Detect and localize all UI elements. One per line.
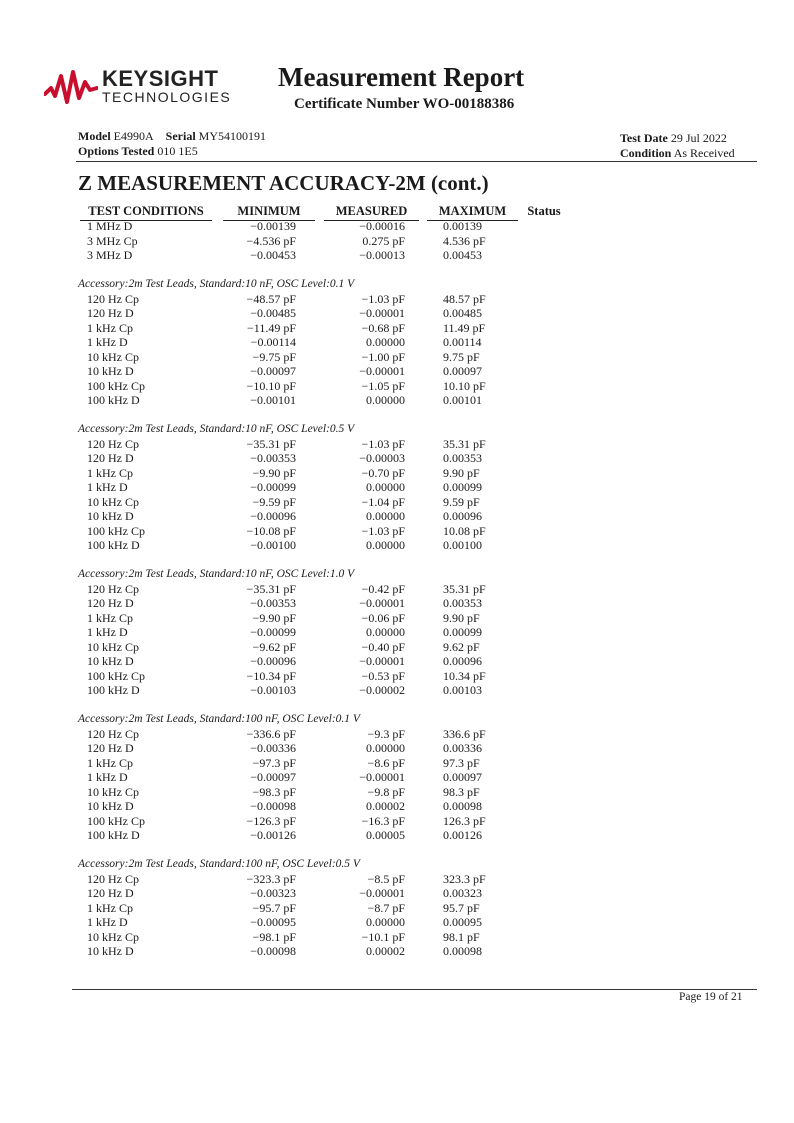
row-condition: 1 kHz D	[87, 335, 128, 349]
row-measured: −0.42 pF	[361, 581, 405, 596]
row-measured: 0.00000	[366, 915, 405, 929]
row-maximum: 95.7 pF	[443, 900, 480, 915]
row-measured: −0.00001	[359, 654, 405, 668]
row-measured: −9.3 pF	[367, 726, 405, 741]
row-measured: −0.00013	[359, 248, 405, 262]
condition-value: As Received	[673, 146, 735, 160]
row-minimum: −98.1 pF	[252, 929, 296, 944]
row-measured: 0.00000	[366, 480, 405, 494]
section-title: Z MEASUREMENT ACCURACY-2M (cont.)	[78, 171, 489, 195]
row-measured: 0.00000	[366, 625, 405, 639]
row-minimum: −0.00353	[250, 596, 296, 610]
row-condition: 1 MHz D	[87, 219, 133, 233]
row-minimum: −35.31 pF	[246, 436, 296, 451]
row-condition: 10 kHz D	[87, 364, 134, 378]
row-condition: 100 kHz D	[87, 828, 140, 842]
row-condition: 10 kHz Cp	[87, 639, 139, 654]
row-maximum: 35.31 pF	[443, 436, 486, 451]
row-minimum: −9.75 pF	[252, 349, 296, 364]
row-measured: 0.00002	[366, 944, 405, 958]
row-condition: 10 kHz Cp	[87, 784, 139, 799]
row-condition: 3 MHz D	[87, 248, 133, 262]
row-condition: 100 kHz Cp	[87, 813, 145, 828]
row-maximum: 98.1 pF	[443, 929, 480, 944]
row-minimum: −95.7 pF	[252, 900, 296, 915]
row-measured: −0.00001	[359, 596, 405, 610]
row-maximum: 0.00323	[443, 886, 482, 900]
row-minimum: −11.49 pF	[247, 320, 296, 335]
instrument-info	[78, 129, 266, 159]
row-maximum: 0.00096	[443, 654, 482, 668]
row-measured: 0.00000	[366, 741, 405, 755]
row-minimum: −98.3 pF	[252, 784, 296, 799]
test-date-value: 29 Jul 2022	[670, 131, 727, 145]
row-condition: 100 kHz Cp	[87, 668, 145, 683]
row-minimum: −0.00100	[250, 538, 296, 552]
row-maximum: 0.00353	[443, 451, 482, 465]
row-measured: −0.53 pF	[361, 668, 405, 683]
row-minimum: −323.3 pF	[246, 871, 296, 886]
row-maximum: 11.49 pF	[443, 320, 486, 335]
col-measured: MEASURED	[324, 204, 419, 221]
row-maximum: 0.00097	[443, 364, 482, 378]
row-maximum: 9.90 pF	[443, 610, 480, 625]
row-condition: 1 kHz Cp	[87, 465, 133, 480]
row-measured: 0.00005	[366, 828, 405, 842]
row-measured: −0.06 pF	[361, 610, 405, 625]
row-minimum: −0.00103	[250, 683, 296, 697]
row-measured: −0.00001	[359, 770, 405, 784]
row-minimum: −0.00453	[250, 248, 296, 262]
group-heading: Accessory:2m Test Leads, Standard:10 nF, OSC Level:0.1 V	[78, 277, 355, 290]
row-condition: 120 Hz D	[87, 306, 134, 320]
group-heading: Accessory:2m Test Leads, Standard:10 nF, OSC Level:0.5 V	[78, 422, 355, 435]
row-maximum: 0.00103	[443, 683, 482, 697]
row-maximum: 0.00097	[443, 770, 482, 784]
model-value: E4990A	[113, 129, 154, 143]
row-measured: 0.275 pF	[362, 233, 405, 248]
row-minimum: −9.90 pF	[252, 465, 296, 480]
test-info	[620, 131, 735, 161]
row-minimum: −0.00098	[250, 944, 296, 958]
row-maximum: 10.10 pF	[443, 378, 486, 393]
row-condition: 10 kHz Cp	[87, 349, 139, 364]
row-minimum: −0.00336	[250, 741, 296, 755]
row-measured: −0.40 pF	[361, 639, 405, 654]
row-condition: 120 Hz Cp	[87, 581, 139, 596]
row-measured: −1.03 pF	[361, 523, 405, 538]
group-heading: Accessory:2m Test Leads, Standard:10 nF, OSC Level:1.0 V	[78, 567, 355, 580]
row-measured: −9.8 pF	[367, 784, 405, 799]
row-condition: 120 Hz D	[87, 451, 134, 465]
row-maximum: 336.6 pF	[443, 726, 486, 741]
row-maximum: 9.62 pF	[443, 639, 480, 654]
row-measured: −0.00002	[359, 683, 405, 697]
row-maximum: 0.00485	[443, 306, 482, 320]
row-minimum: −10.10 pF	[246, 378, 296, 393]
row-minimum: −0.00114	[250, 335, 296, 349]
row-condition: 1 kHz Cp	[87, 755, 133, 770]
row-maximum: 0.00096	[443, 509, 482, 523]
row-maximum: 0.00126	[443, 828, 482, 842]
header-divider	[76, 161, 757, 162]
row-measured: −0.00001	[359, 306, 405, 320]
row-minimum: −0.00097	[250, 364, 296, 378]
row-condition: 100 kHz D	[87, 393, 140, 407]
row-maximum: 0.00099	[443, 480, 482, 494]
row-condition: 10 kHz D	[87, 654, 134, 668]
row-minimum: −0.00096	[250, 654, 296, 668]
model-label: Model	[78, 129, 111, 143]
row-measured: −0.68 pF	[361, 320, 405, 335]
row-condition: 10 kHz D	[87, 944, 134, 958]
serial-label: Serial	[165, 129, 196, 143]
options-label: Options Tested	[78, 144, 155, 158]
row-measured: −0.00003	[359, 451, 405, 465]
row-condition: 10 kHz Cp	[87, 929, 139, 944]
row-condition: 120 Hz Cp	[87, 436, 139, 451]
col-maximum: MAXIMUM	[427, 204, 518, 221]
row-minimum: −0.00139	[250, 219, 296, 233]
row-condition: 120 Hz D	[87, 886, 134, 900]
page-number: Page 19 of 21	[679, 991, 743, 1003]
row-minimum: −0.00099	[250, 480, 296, 494]
row-maximum: 0.00101	[443, 393, 482, 407]
row-minimum: −97.3 pF	[252, 755, 296, 770]
row-measured: 0.00000	[366, 335, 405, 349]
row-condition: 1 kHz D	[87, 480, 128, 494]
row-minimum: −9.59 pF	[252, 494, 296, 509]
row-minimum: −0.00098	[250, 799, 296, 813]
row-condition: 120 Hz Cp	[87, 871, 139, 886]
certificate-number: Certificate Number WO-00188386	[294, 96, 515, 112]
row-measured: −0.00001	[359, 886, 405, 900]
row-condition: 1 kHz D	[87, 770, 128, 784]
row-maximum: 0.00095	[443, 915, 482, 929]
row-maximum: 9.75 pF	[443, 349, 480, 364]
row-maximum: 0.00453	[443, 248, 482, 262]
row-condition: 100 kHz Cp	[87, 378, 145, 393]
row-maximum: 48.57 pF	[443, 291, 486, 306]
row-maximum: 126.3 pF	[443, 813, 486, 828]
row-measured: −1.00 pF	[361, 349, 405, 364]
row-measured: −1.05 pF	[361, 378, 405, 393]
test-date-label: Test Date	[620, 131, 668, 145]
row-measured: −0.00016	[359, 219, 405, 233]
row-measured: 0.00000	[366, 393, 405, 407]
row-condition: 3 MHz Cp	[87, 233, 138, 248]
row-condition: 1 kHz Cp	[87, 610, 133, 625]
row-condition: 100 kHz D	[87, 683, 140, 697]
row-minimum: −0.00099	[250, 625, 296, 639]
group-heading: Accessory:2m Test Leads, Standard:100 nF, OSC Level:0.5 V	[78, 857, 360, 870]
row-measured: −1.04 pF	[361, 494, 405, 509]
condition-label: Condition	[620, 146, 672, 160]
row-measured: 0.00002	[366, 799, 405, 813]
row-minimum: −0.00095	[250, 915, 296, 929]
row-minimum: −0.00323	[250, 886, 296, 900]
row-maximum: 0.00098	[443, 799, 482, 813]
row-measured: −8.6 pF	[367, 755, 405, 770]
row-minimum: −0.00097	[250, 770, 296, 784]
row-maximum: 0.00353	[443, 596, 482, 610]
row-condition: 120 Hz Cp	[87, 726, 139, 741]
row-minimum: −0.00353	[250, 451, 296, 465]
row-measured: −16.3 pF	[361, 813, 405, 828]
col-status: Status	[527, 204, 561, 218]
row-minimum: −48.57 pF	[246, 291, 296, 306]
row-measured: −1.03 pF	[361, 291, 405, 306]
row-condition: 10 kHz D	[87, 799, 134, 813]
row-condition: 10 kHz D	[87, 509, 134, 523]
row-measured: −1.03 pF	[361, 436, 405, 451]
options-value: 010 1E5	[157, 144, 198, 158]
row-maximum: 9.90 pF	[443, 465, 480, 480]
col-test-conditions: TEST CONDITIONS	[80, 204, 212, 221]
row-maximum: 98.3 pF	[443, 784, 480, 799]
report-title: Measurement Report	[278, 62, 525, 92]
row-condition: 120 Hz Cp	[87, 291, 139, 306]
row-minimum: −9.62 pF	[252, 639, 296, 654]
row-condition: 1 kHz Cp	[87, 900, 133, 915]
row-minimum: −0.00096	[250, 509, 296, 523]
row-maximum: 0.00139	[443, 219, 482, 233]
row-condition: 1 kHz D	[87, 915, 128, 929]
row-minimum: −10.34 pF	[246, 668, 296, 683]
row-measured: 0.00000	[366, 538, 405, 552]
row-measured: −0.00001	[359, 364, 405, 378]
row-minimum: −9.90 pF	[252, 610, 296, 625]
row-maximum: 0.00114	[443, 335, 482, 349]
row-condition: 1 kHz Cp	[87, 320, 133, 335]
row-maximum: 10.34 pF	[443, 668, 486, 683]
brand-subtitle: TECHNOLOGIES	[102, 89, 232, 105]
row-minimum: −126.3 pF	[246, 813, 296, 828]
row-condition: 120 Hz D	[87, 596, 134, 610]
row-minimum: −0.00485	[250, 306, 296, 320]
group-heading: Accessory:2m Test Leads, Standard:100 nF, OSC Level:0.1 V	[78, 712, 360, 725]
row-maximum: 0.00100	[443, 538, 482, 552]
footer-divider	[72, 989, 757, 990]
row-maximum: 0.00336	[443, 741, 482, 755]
row-minimum: −336.6 pF	[246, 726, 296, 741]
row-condition: 10 kHz Cp	[87, 494, 139, 509]
row-condition: 100 kHz D	[87, 538, 140, 552]
row-condition: 1 kHz D	[87, 625, 128, 639]
row-condition: 100 kHz Cp	[87, 523, 145, 538]
brand-name: KEYSIGHT	[102, 66, 219, 91]
col-minimum: MINIMUM	[223, 204, 315, 221]
row-minimum: −0.00126	[250, 828, 296, 842]
row-measured: −0.70 pF	[361, 465, 405, 480]
keysight-logo	[44, 66, 232, 110]
row-maximum: 9.59 pF	[443, 494, 480, 509]
row-minimum: −4.536 pF	[246, 233, 296, 248]
row-maximum: 4.536 pF	[443, 233, 486, 248]
row-minimum: −10.08 pF	[246, 523, 296, 538]
row-maximum: 35.31 pF	[443, 581, 486, 596]
row-minimum: −0.00101	[250, 393, 296, 407]
row-measured: −10.1 pF	[361, 929, 405, 944]
row-condition: 120 Hz D	[87, 741, 134, 755]
keysight-wave-icon	[44, 68, 98, 108]
row-maximum: 323.3 pF	[443, 871, 486, 886]
row-maximum: 0.00098	[443, 944, 482, 958]
row-minimum: −35.31 pF	[246, 581, 296, 596]
row-measured: 0.00000	[366, 509, 405, 523]
row-maximum: 10.08 pF	[443, 523, 486, 538]
serial-value: MY54100191	[198, 129, 267, 143]
row-maximum: 97.3 pF	[443, 755, 480, 770]
row-maximum: 0.00099	[443, 625, 482, 639]
row-measured: −8.7 pF	[367, 900, 405, 915]
row-measured: −8.5 pF	[367, 871, 405, 886]
